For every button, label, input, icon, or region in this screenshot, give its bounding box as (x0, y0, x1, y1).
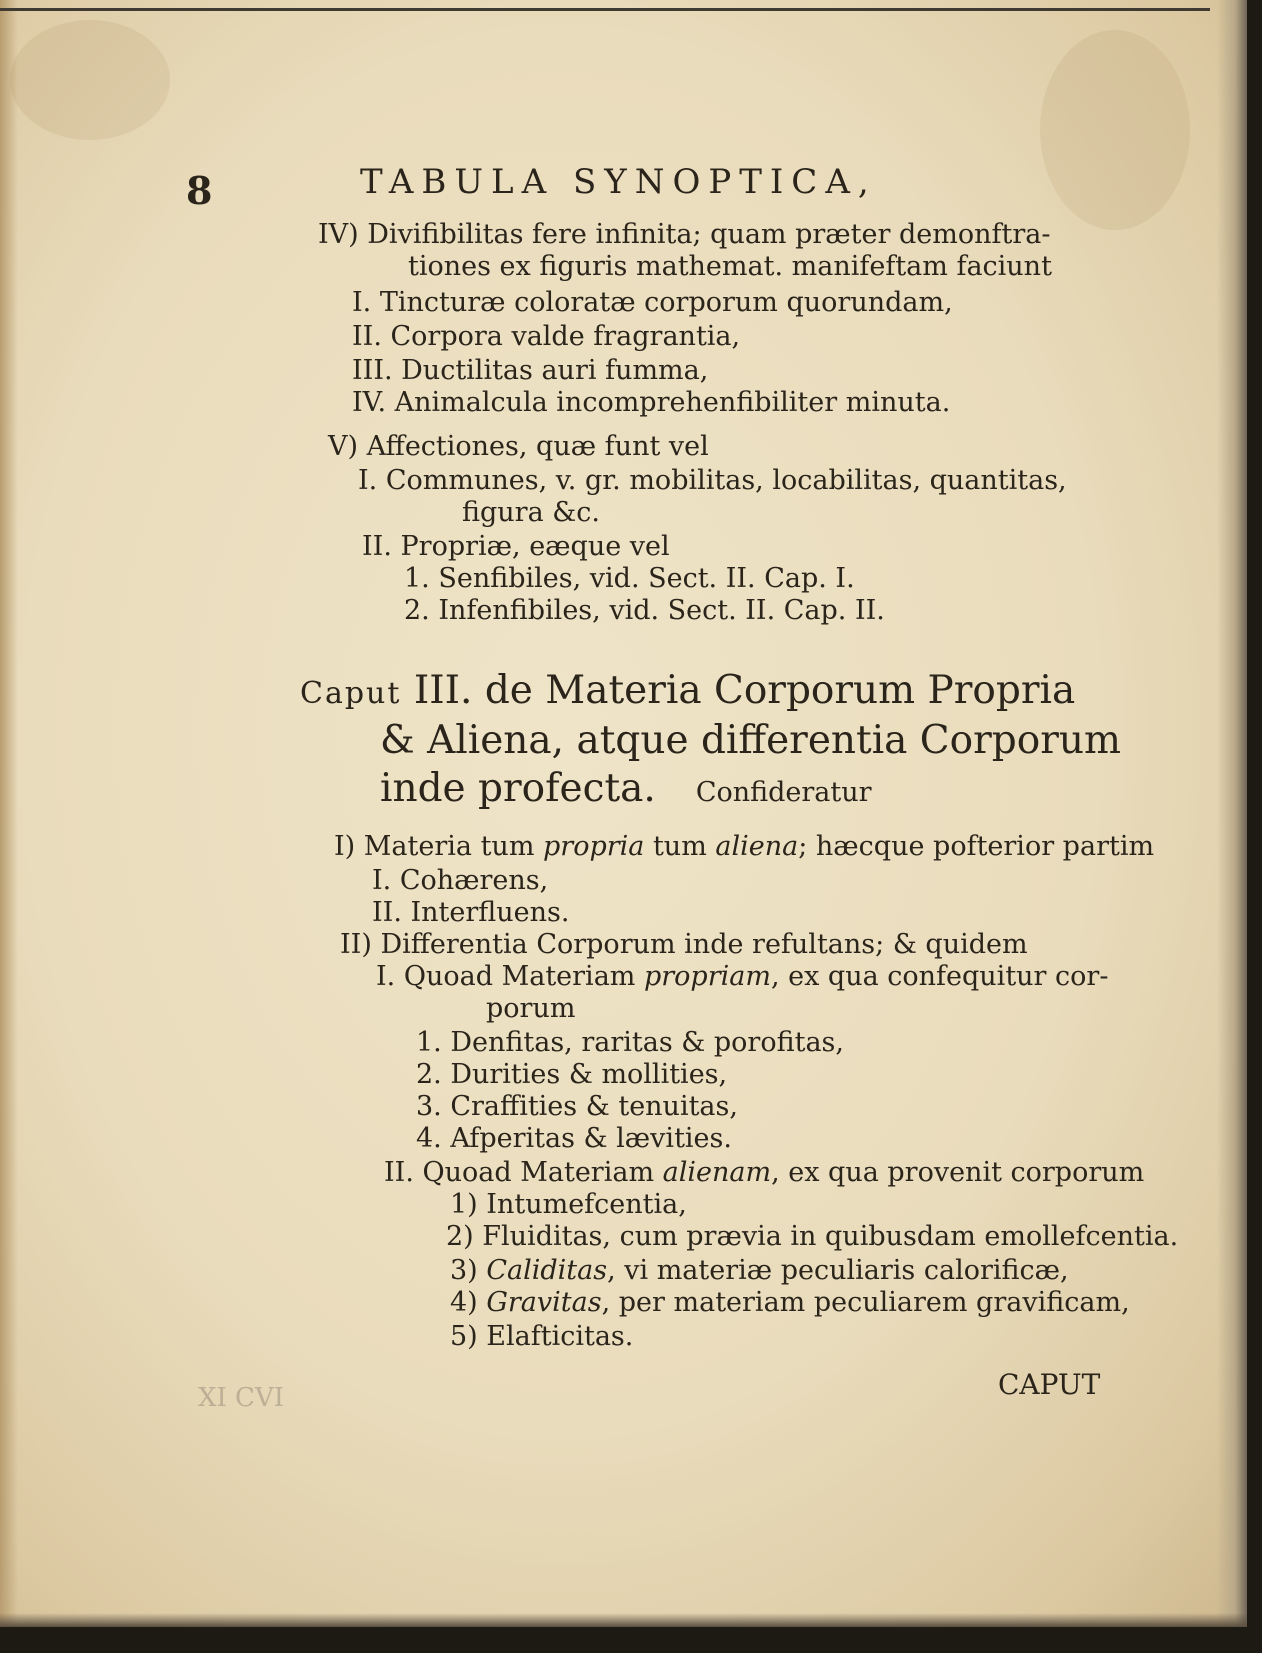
page-right-edge (1217, 0, 1247, 1627)
page-left-shadow (0, 0, 18, 1627)
section-iv-item: II. Corpora valde fragrantia, (352, 321, 741, 352)
chapter-heading-line-3 (380, 766, 872, 816)
item-number: 4) (450, 1287, 478, 1318)
propriam-list-item: 4. Afperitas & lævities. (416, 1123, 732, 1154)
chapter-heading-line-1 (300, 668, 1075, 717)
alienam-list-item (450, 1288, 1130, 1318)
quoad-propriam-cont: porum (486, 993, 576, 1024)
caput-word: Caput (300, 676, 402, 711)
italic-aliena: aliena (715, 831, 799, 862)
chapter-heading-line-2: & Aliena, atque differentia Corporum (380, 718, 1121, 763)
text-run: ; hæcque pofterior partim (798, 831, 1155, 862)
text-run: , vi materiæ peculiaris calorificæ, (607, 1255, 1069, 1286)
chapter-ii-line: II) Differentia Corporum inde refultans; & quidem (340, 929, 1028, 960)
italic-alienam: alienam (662, 1157, 772, 1188)
section-iv-item: IV. Animalcula incomprehenfibiliter minuta. (352, 387, 951, 418)
text-run: I. Quoad Materiam (376, 961, 644, 992)
alienam-list-item: 2) Fluiditas, cum prævia in quibusdam emollefcentia. (446, 1221, 1179, 1252)
text-run: tum (644, 831, 716, 862)
consideratur-word: Confideratur (695, 777, 872, 808)
italic-propria: propria (543, 831, 645, 862)
italic-gravitas: Gravitas (486, 1287, 602, 1318)
alienam-list-item (450, 1256, 1069, 1286)
top-rule (0, 8, 1210, 11)
text-run: I) Materia tum (334, 831, 543, 862)
page-bottom-edge (0, 1613, 1247, 1627)
text-run: , ex qua provenit corporum (771, 1157, 1145, 1188)
text-run: , per materiam peculiarem gravificam, (601, 1287, 1130, 1318)
age-stain (10, 20, 170, 140)
quoad-propriam-line (376, 962, 1108, 992)
section-v-communes: I. Communes, v. gr. mobilitas, locabilitas, quantitas, (358, 465, 1067, 496)
section-v-sub-item: 1. Senfibiles, vid. Sect. II. Cap. I. (404, 563, 855, 594)
chapter-i-item: II. Interfluens. (372, 897, 570, 928)
item-number: 3) (450, 1255, 478, 1286)
propriam-list-item: 1. Denfitas, raritas & porofitas, (416, 1027, 844, 1058)
chapter-heading-end: inde profecta. (380, 766, 656, 811)
section-iv-item: III. Ductilitas auri fumma, (352, 355, 709, 386)
section-v-communes-cont: figura &c. (462, 497, 601, 528)
age-stain (1040, 30, 1190, 230)
section-v-sub-item: 2. Infenfibiles, vid. Sect. II. Cap. II. (404, 595, 885, 626)
page-number: 8 (186, 168, 213, 213)
section-iv-line-2: tiones ex figuris mathemat. manifeftam faciunt (408, 251, 1052, 282)
propriam-list-item: 2. Durities & mollities, (416, 1059, 728, 1090)
section-iv-item: I. Tincturæ coloratæ corporum quorundam, (352, 287, 953, 318)
section-v-line-1: V) Affectiones, quæ funt vel (328, 431, 709, 462)
italic-propriam: propriam (643, 961, 771, 992)
section-iv-line-1: IV) Divifibilitas fere infinita; quam præter demonftra- (318, 219, 1051, 250)
chapter-i-item: I. Cohærens, (372, 865, 549, 896)
propriam-list-item: 3. Craffities & tenuitas, (416, 1091, 738, 1122)
quoad-alienam-line (384, 1158, 1144, 1188)
chapter-i-line (334, 832, 1154, 862)
alienam-list-item: 1) Intumefcentia, (450, 1189, 687, 1220)
alienam-list-item: 5) Elafticitas. (450, 1321, 634, 1352)
running-head: TABULA SYNOPTICA, (360, 162, 877, 202)
italic-caliditas: Caliditas (486, 1255, 608, 1286)
text-run: , ex qua confequitur cor- (770, 961, 1109, 992)
chapter-heading-rest: III. de Materia Corporum Propria (413, 668, 1076, 713)
section-v-propriae: II. Propriæ, eæque vel (362, 531, 670, 562)
text-run: II. Quoad Materiam (384, 1157, 663, 1188)
catchword: CAPUT (998, 1368, 1101, 1401)
show-through-text: XI CVI (198, 1383, 284, 1413)
